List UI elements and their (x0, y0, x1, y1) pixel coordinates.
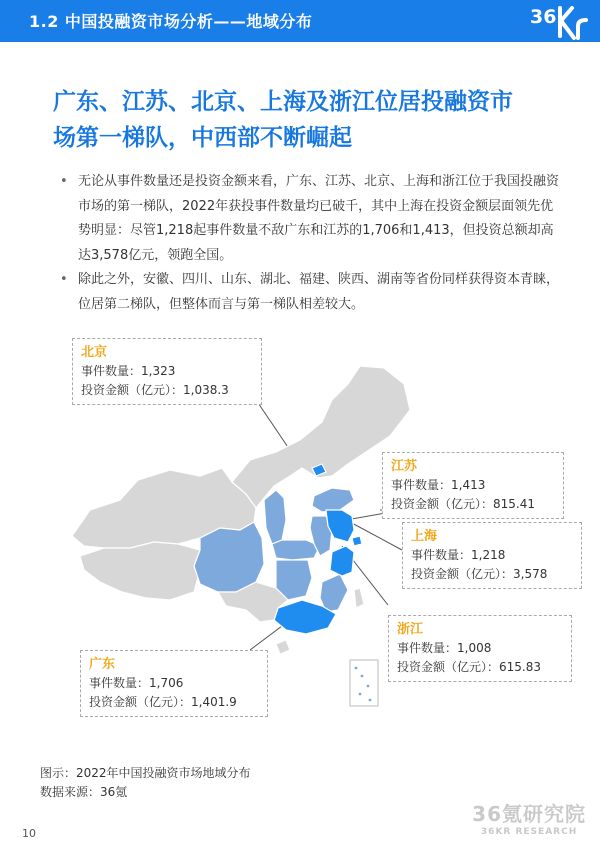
bullet-list (60, 170, 565, 317)
bullet-item: • 无论从事件数量还是投资金额来看，广东、江苏、北京、上海和浙江位于我国投融资市场的第一梯队，2022年获投事件数量均已破千，其中上海在投资金额层面领先优势明显：尽管1,218起事件数量不敌广东和江苏的1,706和1,413，但投资总额却高达3,578亿元，领跑全国。 (60, 170, 565, 268)
section-title: 1.2 中国投融资市场分析——地域分布 (29, 12, 313, 31)
callout-count: 事件数量：1,323 (81, 364, 176, 378)
callout-count: 事件数量：1,413 (391, 478, 486, 492)
region-shandong (312, 488, 354, 512)
callout-name: 浙江 (397, 622, 424, 637)
callout-name: 广东 (89, 657, 116, 672)
callout-beijing (72, 338, 262, 405)
callout-amount: 投资金额（亿元）：1,401.9 (89, 695, 237, 709)
figure-title: 图示：2022年中国投融资市场地域分布 (40, 766, 251, 780)
callout-amount: 投资金额（亿元）：1,038.3 (81, 383, 229, 397)
callout-zhejiang (388, 615, 572, 682)
callout-name: 江苏 (391, 459, 418, 474)
callout-count: 事件数量：1,706 (89, 676, 184, 690)
callout-shanghai (402, 522, 582, 589)
watermark-en: 36KR RESEARCH (480, 827, 578, 837)
region-shanghai (352, 536, 362, 546)
headline-line-2: 场第一梯队，中西部不断崛起 (53, 125, 352, 151)
36kr-logo (528, 2, 590, 42)
region-taiwan (354, 588, 364, 608)
callout-jiangsu (382, 452, 564, 519)
callout-name: 上海 (411, 529, 438, 544)
svg-text:36: 36 (530, 6, 557, 28)
callout-amount: 投资金额（亿元）：615.83 (397, 660, 542, 674)
region-shaanxi (264, 490, 286, 544)
region-hainan (276, 640, 290, 654)
region-hubei (272, 540, 320, 560)
callout-amount: 投资金额（亿元）：3,578 (411, 567, 548, 581)
callout-amount: 投资金额（亿元）：815.41 (391, 497, 536, 511)
watermark (472, 798, 586, 837)
region-fujian (320, 574, 348, 612)
figure-caption (40, 764, 251, 802)
region-zhejiang (330, 546, 354, 576)
bullet-item: • 除此之外，安徽、四川、山东、湖北、福建、陕西、湖南等省份同样获得资本青睐，位居第二梯队，但整体而言与第一梯队相差较大。 (60, 268, 565, 317)
china-map-figure (50, 345, 570, 740)
headline-line-1: 广东、江苏、北京、上海及浙江位居投融资市 (53, 89, 513, 115)
callout-guangdong (80, 650, 268, 717)
callout-name: 北京 (81, 345, 108, 360)
page-header (0, 0, 600, 42)
page-number: 10 (22, 827, 36, 840)
callout-count: 事件数量：1,008 (397, 641, 492, 655)
south-sea-islands (355, 667, 372, 702)
callout-count: 事件数量：1,218 (411, 548, 506, 562)
data-source: 数据来源：36氪 (40, 785, 128, 799)
headline (53, 84, 563, 156)
south-sea-inset (350, 660, 378, 706)
region-tibet (80, 542, 200, 600)
watermark-cn: 36氪研究院 (472, 802, 586, 826)
